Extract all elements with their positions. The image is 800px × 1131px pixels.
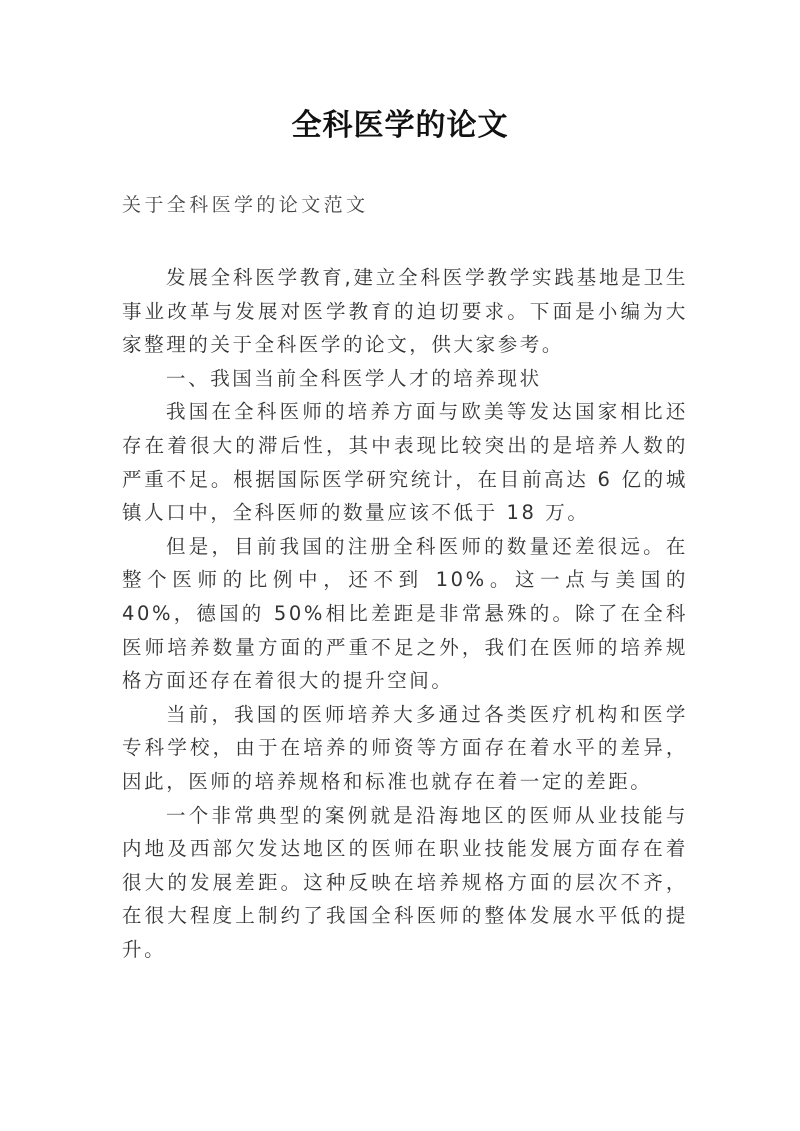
document-title: 全科医学的论文 <box>291 108 509 143</box>
paragraph: 一个非常典型的案例就是沿海地区的医师从业技能与内地及西部欠发达地区的医师在职业技能发展方面存在着很大的发展差距。这种反映在培养规格方面的层次不齐，在很大程度上制约了我国全科医师的整体发展水平低的提升。 <box>122 803 688 961</box>
paragraph: 当前，我国的医师培养大多通过各类医疗机构和医学专科学校，由于在培养的师资等方面存在着水平的差异，因此，医师的培养规格和标准也就存在着一定的差距。 <box>122 702 688 793</box>
paragraph: 我国在全科医师的培养方面与欧美等发达国家相比还存在着很大的滞后性，其中表现比较突出的是培养人数的严重不足。根据国际医学研究统计，在目前高达 6 亿的城镇人口中，全科医师的数量应该不低于 18 万。 <box>122 400 688 525</box>
paragraph: 但是，目前我国的注册全科医师的数量还差很远。在整个医师的比例中，还不到 10%。这一点与美国的 40%，德国的 50%相比差距是非常悬殊的。除了在全科医师培养数量方面的严重不足之外，我们在医师的培养规格方面还存在着很大的提升空间。 <box>122 534 688 693</box>
document-subtitle: 关于全科医学的论文范文 <box>122 194 369 216</box>
section-heading: 一、我国当前全科医学人才的培养现状 <box>166 366 542 390</box>
paragraph-intro: 发展全科医学教育,建立全科医学教学实践基地是卫生事业改革与发展对医学教育的迫切要求。下面是小编为大家整理的关于全科医学的论文，供大家参考。 <box>122 266 688 357</box>
document-body <box>122 261 688 966</box>
